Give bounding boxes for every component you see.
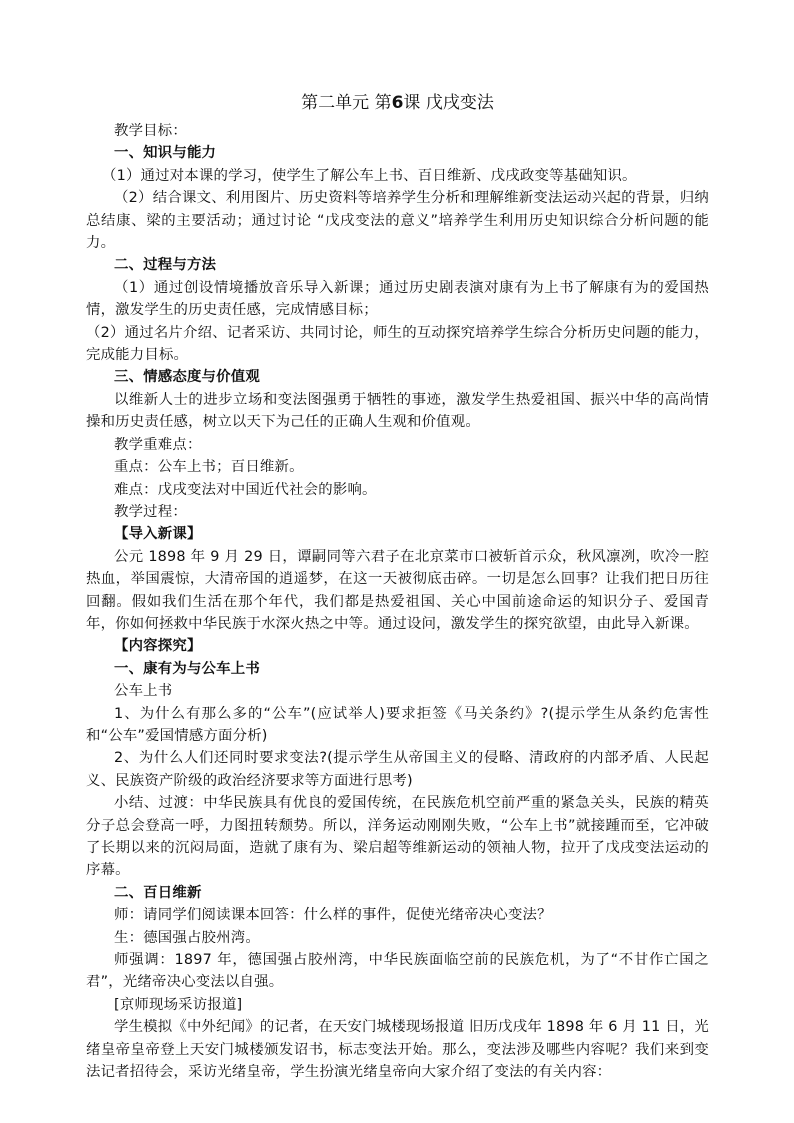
paragraph: （1）通过创设情境播放音乐导入新课；通过历史剧表演对康有为上书了解康有为的爱国热情，激发学生的历史责任感，完成情感目标； [86,279,709,319]
paragraph: 重点：公车上书；百日维新。 [114,459,304,476]
section-heading: 【内容探究】 [114,638,202,655]
section-heading: 三、情感态度与价值观 [114,369,260,386]
paragraph: 2、为什么人们还同时要求变法?(提示学生从帝国主义的侵略、清政府的内部矛盾、人民起义、民族资产阶级的政治经济要求等方面进行思考) [86,750,709,789]
lesson-title [86,88,709,118]
paragraph: 教学过程： [114,503,187,520]
paragraph: 公车上书 [114,683,173,700]
paragraph: 小结、过渡：中华民族具有优良的爱国传统，在民族危机空前严重的紧急关头，民族的精英分子总会登高一呼，力图扭转颓势。所以，洋务运动刚刚失败，“公车上书”就接踵而至，它冲破了长期以来的沉闷局面，造就了康有为、梁启超等维新运动的领袖人物，拉开了戊戌变法运动的序幕。 [86,795,709,879]
paragraph: 1、为什么有那么多的“公车”(应试举人)要求拒签《马关条约》?(提示学生从条约危害性和“公车”爱国情感方面分析) [86,705,709,744]
section-heading: 一、康有为与公车上书 [114,660,260,677]
section-heading: 一、知识与能力 [114,145,217,162]
paragraph: （2）通过名片介绍、记者采访、共同讨论，师生的互动探究培养学生综合分析历史问题的能力，完成能力目标。 [86,324,709,364]
paragraph: （1）通过对本课的学习，使学生了解公车上书、百日维新、戊戌政变等基础知识。 [102,167,637,184]
paragraph: 教学目标： [114,123,187,139]
title-suffix: 课 戊戌变法 [403,93,494,113]
paragraph: 难点：戊戌变法对中国近代社会的影响。 [114,481,377,498]
title-prefix: 第二单元 第 [301,93,392,113]
paragraph: 学生模拟《中外纪闻》的记者，在天安门城楼现场报道 旧历戊戌年 1898 年 6 月 11 日，光绪皇帝皇帝登上天安门城楼颁发诏书，标志变法开始。那么，变法涉及哪些内容呢？我们来到变法记者招待会，采访光绪皇帝，学生扮演光绪皇帝向大家介绍了变法的有关内容： [86,1019,709,1081]
paragraph: [京师现场采访报道] [114,996,243,1013]
section-heading: 二、过程与方法 [114,257,217,274]
paragraph: 教学重难点： [114,436,202,453]
paragraph: 师：请同学们阅读课本回答：什么样的事件，促使光绪帝决心变法？ [114,907,552,924]
paragraph: 以维新人士的进步立场和变法图强勇于牺牲的事迹，激发学生热爱祖国、振兴中华的高尚情操和历史责任感，树立以天下为己任的正确人生观和价值观。 [86,391,709,431]
paragraph: 公元 1898 年 9 月 29 日，谭嗣同等六君子在北京菜市口被斩首示众，秋风凛冽，吹冷一腔热血，举国震惊，大清帝国的逍遥梦，在这一天被彻底击碎。一切是怎么回事？让我们把日历往回翻。假如我们生活在那个年代，我们都是热爱祖国、关心中国前途命运的知识分子、爱国青年，你如何拯救中华民族于水深火热之中等。通过设问，激发学生的探究欲望，由此导入新课。 [86,548,709,632]
paragraph: 师强调：1897 年，德国强占胶州湾，中华民族面临空前的民族危机，为了“不甘作亡国之君”，光绪帝决心变法以自强。 [86,952,709,991]
title-number: 6 [391,93,404,113]
section-heading: 【导入新课】 [114,526,202,543]
section-heading: 二、百日维新 [114,884,202,901]
paragraph: 生：德国强占胶州湾。 [114,929,260,946]
paragraph: （2）结合课文、利用图片、历史资料等培养学生分析和理解维新变法运动兴起的背景，归纳总结康、梁的主要活动；通过讨论 “戊戌变法的意义”培养学生利用历史知识综合分析问题的能力。 [86,190,709,252]
